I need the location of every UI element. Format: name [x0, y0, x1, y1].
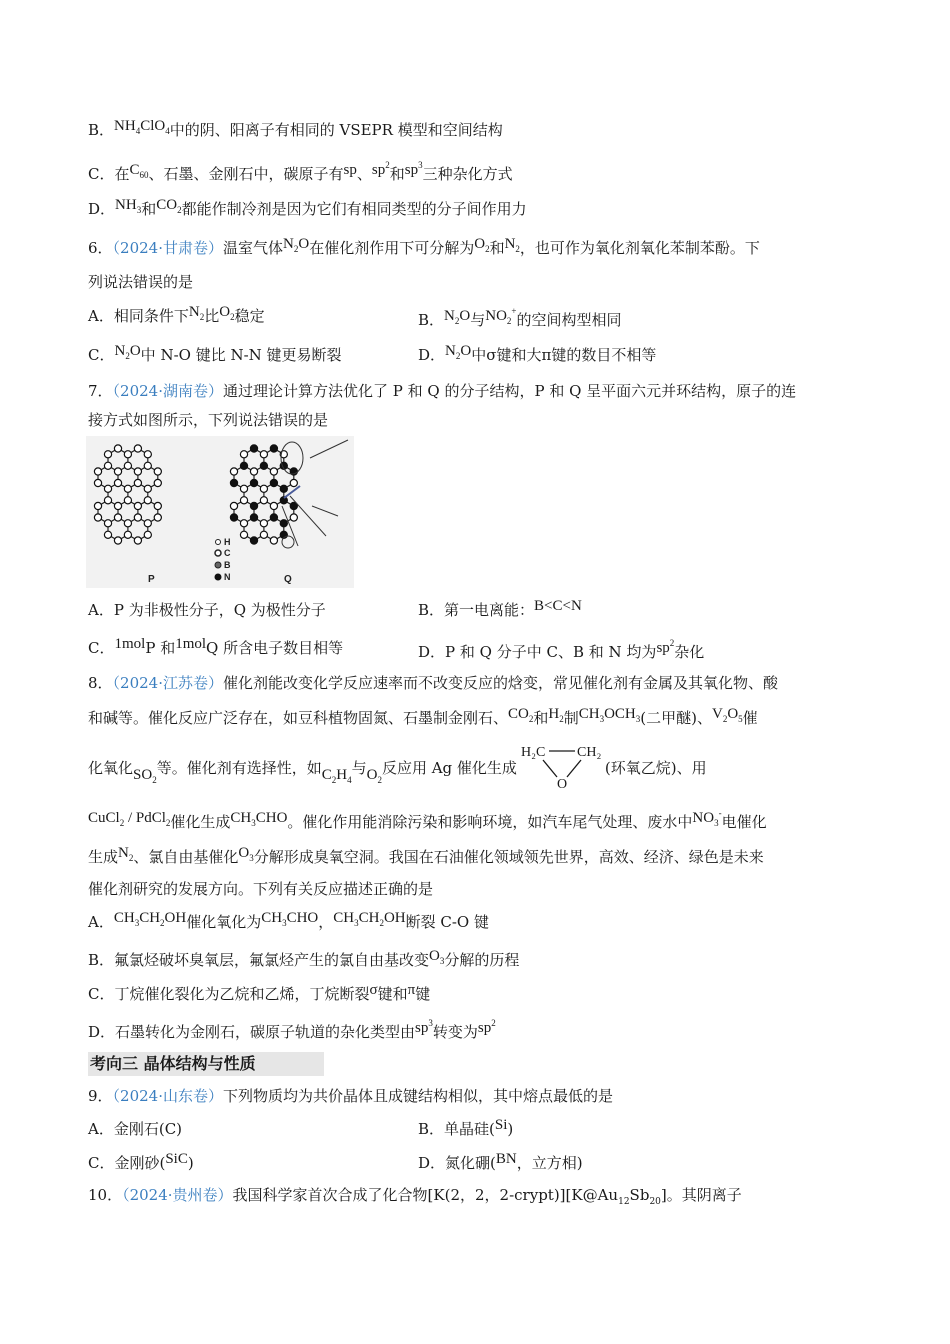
atom [280, 520, 287, 527]
atom [124, 485, 131, 492]
atom [94, 468, 101, 475]
atom [250, 502, 257, 509]
q9-option-a: A．金刚石(C) [88, 1120, 183, 1138]
atom [104, 451, 111, 458]
ethylene-oxide-structure [517, 740, 605, 794]
atom [260, 462, 267, 469]
atom [144, 485, 151, 492]
atom [154, 468, 161, 475]
atom [270, 537, 277, 544]
atom [270, 479, 277, 486]
q6-stem-line2: 列说法错误的是 [88, 273, 194, 291]
atom [240, 531, 247, 538]
atom [144, 451, 151, 458]
atom [250, 537, 257, 544]
q8-line5: 生成$N_2$、氯自由基催化$O_3$分解形成臭氧空洞。我国在石油催化领域领先世界，高效、经济、绿色是未来 [88, 845, 764, 866]
atom [114, 468, 121, 475]
atom [114, 445, 121, 452]
q5-option-d: D．$NH_3$和$CO_2$都能作制冷剂是因为它们有相同类型的分子间作用力 [88, 197, 527, 218]
atom [280, 497, 287, 504]
atom [134, 537, 141, 544]
atom [114, 502, 121, 509]
atom [230, 502, 237, 509]
atom [94, 514, 101, 521]
q8-option-a: A．$CH_3CH_2OH$催化氧化为$CH_3CHO$，$CH_3CH_2OH$断裂 C-O 键 [88, 910, 489, 931]
q10-stem: 10．（2024·贵州卷）我国科学家首次合成了化合物[K(2，2，$2-crypt)][K@Au_{12}Sb_{20}]$。其阴离子 [88, 1186, 742, 1207]
q9-option-b: B．单晶硅(Si) [418, 1117, 514, 1138]
label-q: Q [284, 574, 292, 585]
atom [260, 531, 267, 538]
q6-stem: 6．（2024·甘肃卷）温室气体$N_2O$在催化剂作用下可分解为$O_2$和$N_2$，也可作为氧化剂氧化苯制苯酚。下 [88, 236, 760, 257]
q6-option-a: A．相同条件下$N_2$比$O_2$稳定 [88, 304, 265, 325]
atom [250, 479, 257, 486]
atom [104, 485, 111, 492]
atom [270, 514, 277, 521]
atom [230, 514, 237, 521]
atom [134, 445, 141, 452]
legend-n: N [224, 572, 231, 582]
atom [240, 462, 247, 469]
atom [270, 445, 277, 452]
q5-option-c: C．在$C_{60}$、石墨、金刚石中，碳原子有sp、$sp^2$和$sp^3$三种杂化方式 [88, 160, 513, 183]
q8-stem: 8．（2024·江苏卷）催化剂能改变化学反应速率而不改变反应的焓变，常见催化剂有金属及其氧化物、酸 [88, 674, 779, 692]
atom [230, 468, 237, 475]
svg-text:CH₂: CH₂ [576, 745, 602, 760]
q7-molecule-figure [86, 436, 354, 588]
legend-b: B [224, 560, 231, 570]
legend-c: C [224, 548, 231, 558]
atom [114, 537, 121, 544]
atom [104, 462, 111, 469]
q9-option-c: C．金刚砂(SiC) [88, 1151, 194, 1172]
atom [104, 497, 111, 504]
atom [270, 502, 277, 509]
q8-option-c: C．丁烷催化裂化为乙烷和乙烯，丁烷断裂σ键和π键 [88, 982, 431, 1003]
q7-option-c: C．1molP 和1molQ 所含电子数目相等 [88, 636, 344, 657]
atom [240, 485, 247, 492]
q6-option-b: B．$N_2O$与$NO_2^+$的空间构型相同 [418, 306, 622, 329]
q6-option-c: C．$N_2O$中 N-O 键比 N-N 键更易断裂 [88, 343, 342, 364]
atom [124, 451, 131, 458]
q-annotation-marks [281, 440, 348, 548]
atom [114, 514, 121, 521]
q7-option-d: D．P 和 Q 分子中 C、B 和 N 均为$sp^2$杂化 [418, 638, 705, 661]
atom [134, 468, 141, 475]
atom [280, 485, 287, 492]
q8-line4: CuCl$_2$ / PdCl$_2$催化生成$CH_3CHO$。催化作用能消除污染和影响环境，如汽车尾气处理、废水中$NO_3^-$电催化 [88, 808, 767, 831]
atom [154, 514, 161, 521]
atom [290, 514, 297, 521]
atom [270, 468, 277, 475]
atom [144, 462, 151, 469]
svg-text:O: O [556, 777, 568, 792]
atom [134, 479, 141, 486]
atom [290, 479, 297, 486]
atom [260, 497, 267, 504]
legend-h: H [224, 537, 231, 547]
q5-option-b: B．$NH_4ClO_4$中的阴、阳离子有相同的 VSEPR 模型和空间结构 [88, 118, 503, 139]
q8-line2: 和碱等。催化反应广泛存在，如豆科植物固氮、石墨制金刚石、$CO_2$和$H_2$制$CH_3OCH_3$(二甲醚)、$V_2O_5$催 [88, 706, 758, 727]
atom [94, 502, 101, 509]
atom [260, 520, 267, 527]
q8-line6: 催化剂研究的发展方向。下列有关反应描述正确的是 [88, 880, 434, 898]
q7-stem-line2: 接方式如图所示，下列说法错误的是 [88, 411, 329, 429]
q8-line3: 化氧化$SO_2$等。催化剂有选择性，如$C_2H_4$与$O_2$反应用 Ag 催化生成 H₂C CH₂ O (环氧乙烷)、用 [88, 740, 707, 802]
atom [104, 531, 111, 538]
atom [124, 520, 131, 527]
atom [260, 451, 267, 458]
section-heading: 考向三 晶体结构与性质 [88, 1052, 324, 1076]
atom [250, 468, 257, 475]
molecule-p [94, 445, 161, 544]
molecule-structures-svg [86, 436, 354, 588]
atom [124, 462, 131, 469]
q8-option-b: B．氟氯烃破坏臭氧层，氟氯烃产生的氯自由基改变$O_3$分解的历程 [88, 948, 520, 969]
atom [230, 479, 237, 486]
label-p: P [148, 574, 155, 585]
q7-stem: 7．（2024·湖南卷）通过理论计算方法优化了 P 和 Q 的分子结构，P 和 Q 呈平面六元并环结构，原子的连 [88, 382, 797, 400]
q7-option-b: B．第一电离能：B<C<N [418, 598, 582, 619]
atom [124, 497, 131, 504]
q7-option-a: A．P 为非极性分子，Q 为极性分子 [88, 601, 326, 619]
q9-option-d: D．氮化硼(BN，立方相) [418, 1151, 583, 1172]
atom [250, 514, 257, 521]
q8-option-d: D．石墨转化为金刚石，碳原子轨道的杂化类型由$sp^3$转变为$sp^2$ [88, 1018, 496, 1041]
q6-option-d: D．$N_2O$中σ键和大π键的数目不相等 [418, 343, 657, 364]
atom [154, 502, 161, 509]
atom [144, 497, 151, 504]
atom [144, 520, 151, 527]
atom [260, 485, 267, 492]
legend [215, 537, 231, 582]
atom [144, 531, 151, 538]
q9-stem: 9．（2024·山东卷）下列物质均为共价晶体且成键结构相似，其中熔点最低的是 [88, 1087, 614, 1105]
atom [240, 451, 247, 458]
atom [94, 479, 101, 486]
atom [154, 479, 161, 486]
atom [104, 520, 111, 527]
svg-text:H₂C: H₂C [520, 745, 546, 760]
atom [240, 520, 247, 527]
atom [240, 497, 247, 504]
atom [134, 502, 141, 509]
atom [250, 445, 257, 452]
atom [124, 531, 131, 538]
atom [114, 479, 121, 486]
atom [134, 514, 141, 521]
